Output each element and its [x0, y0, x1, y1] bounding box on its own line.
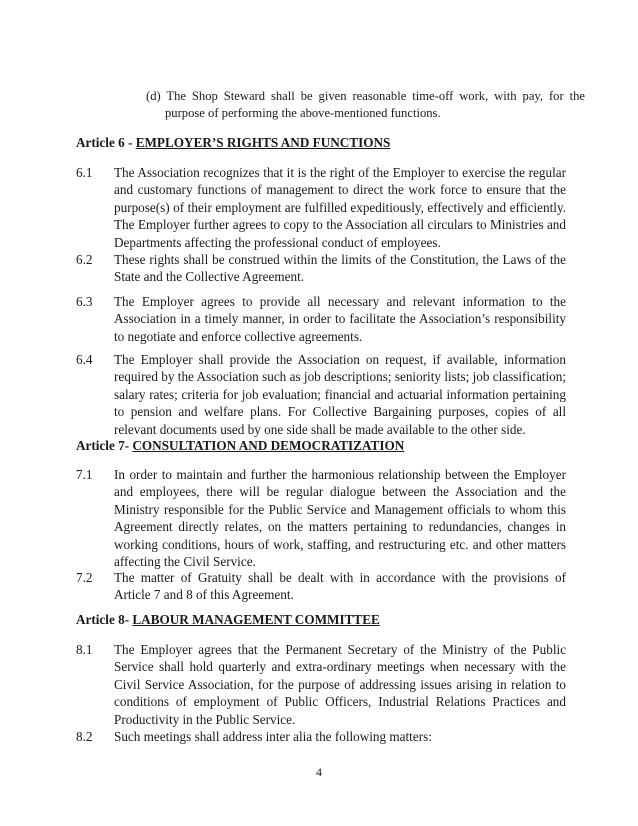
article-8-title: LABOUR MANAGEMENT COMMITTEE [132, 612, 380, 627]
clause-6-4 [76, 351, 566, 438]
clause-8-1 [76, 641, 566, 728]
clause-text: Such meetings shall address inter alia the following matters: [114, 729, 432, 744]
clause-text: The Association recognizes that it is the right of the Employer to exercise the regular and customary functions of management to direct the work force to ensure that the purpose(s) of their employment are fulfilled expeditiously, effectively and efficiently. The Employer further agrees to copy to the Association all circulars to Ministries and Departments affecting the professional conduct of employees. [114, 165, 566, 250]
clause-6-2 [76, 251, 566, 286]
article-8-heading [76, 611, 566, 628]
article-6-title: EMPLOYER’S RIGHTS AND FUNCTIONS [135, 135, 391, 150]
clause-8-2 [76, 728, 566, 745]
clause-number: 7.1 [76, 467, 93, 482]
clause-number: 6.4 [76, 352, 93, 367]
clause-number: 7.2 [76, 570, 93, 585]
clause-text: The Employer shall provide the Association on request, if available, information required by the Association such as job descriptions; seniority lists; job classification; salary rates; criteria for job evaluation; financial and actuarial information pertaining to pension and welfare plans. For Collective Bargaining purposes, copies of all relevant documents used by one side shall be made available to the other side. [114, 352, 566, 437]
article-7-title: CONSULTATION AND DEMOCRATIZATION [132, 438, 405, 453]
clause-text: The Employer agrees to provide all necessary and relevant information to the Association in a timely manner, in order to facilitate the Association’s responsibility to negotiate and enforce collective agreements. [114, 294, 566, 344]
clause-text: These rights shall be construed within the limits of the Constitution, the Laws of the State and the Collective Agreement. [114, 252, 566, 285]
clause-7-2 [76, 569, 566, 604]
list-item-d: (d) The Shop Steward shall be given reasonable time-off work, with pay, for the purpose of performing the above-mentioned functions. [146, 89, 585, 120]
clause-text: The Employer agrees that the Permanent Secretary of the Ministry of the Public Service shall hold quarterly and extra-ordinary meetings when necessary with the Civil Service Association, for the purpose of addressing issues arising in relation to conditions of employment of Public Officers, Industrial Relations Practices and Productivity in the Public Service. [114, 642, 566, 727]
article-8-prefix: Article 8- [76, 612, 133, 627]
clause-6-3 [76, 293, 566, 345]
clause-7-1 [76, 466, 566, 570]
clause-text: The matter of Gratuity shall be dealt with in accordance with the provisions of Article 7 and 8 of this Agreement. [114, 570, 566, 603]
clause-number: 6.2 [76, 252, 93, 267]
clause-number: 6.1 [76, 165, 93, 180]
clause-6-1 [76, 164, 566, 251]
clause-number: 6.3 [76, 294, 93, 309]
page-number: 4 [316, 765, 322, 779]
article-6-heading [76, 134, 566, 151]
clause-number: 8.2 [76, 729, 93, 744]
article-7-prefix: Article 7- [76, 438, 133, 453]
article-6-prefix: Article 6 - [76, 135, 136, 150]
clause-number: 8.1 [76, 642, 93, 657]
article-7-heading [76, 437, 566, 454]
clause-text: In order to maintain and further the harmonious relationship between the Employer and employees, there will be regular dialogue between the Association and the Ministry responsible for the Public Service and Management officials to whom this Agreement directly relates, on the matters pertaining to redundancies, changes in working conditions, hours of work, staffing, and restructuring etc. and other matters affecting the Civil Service. [114, 467, 566, 570]
